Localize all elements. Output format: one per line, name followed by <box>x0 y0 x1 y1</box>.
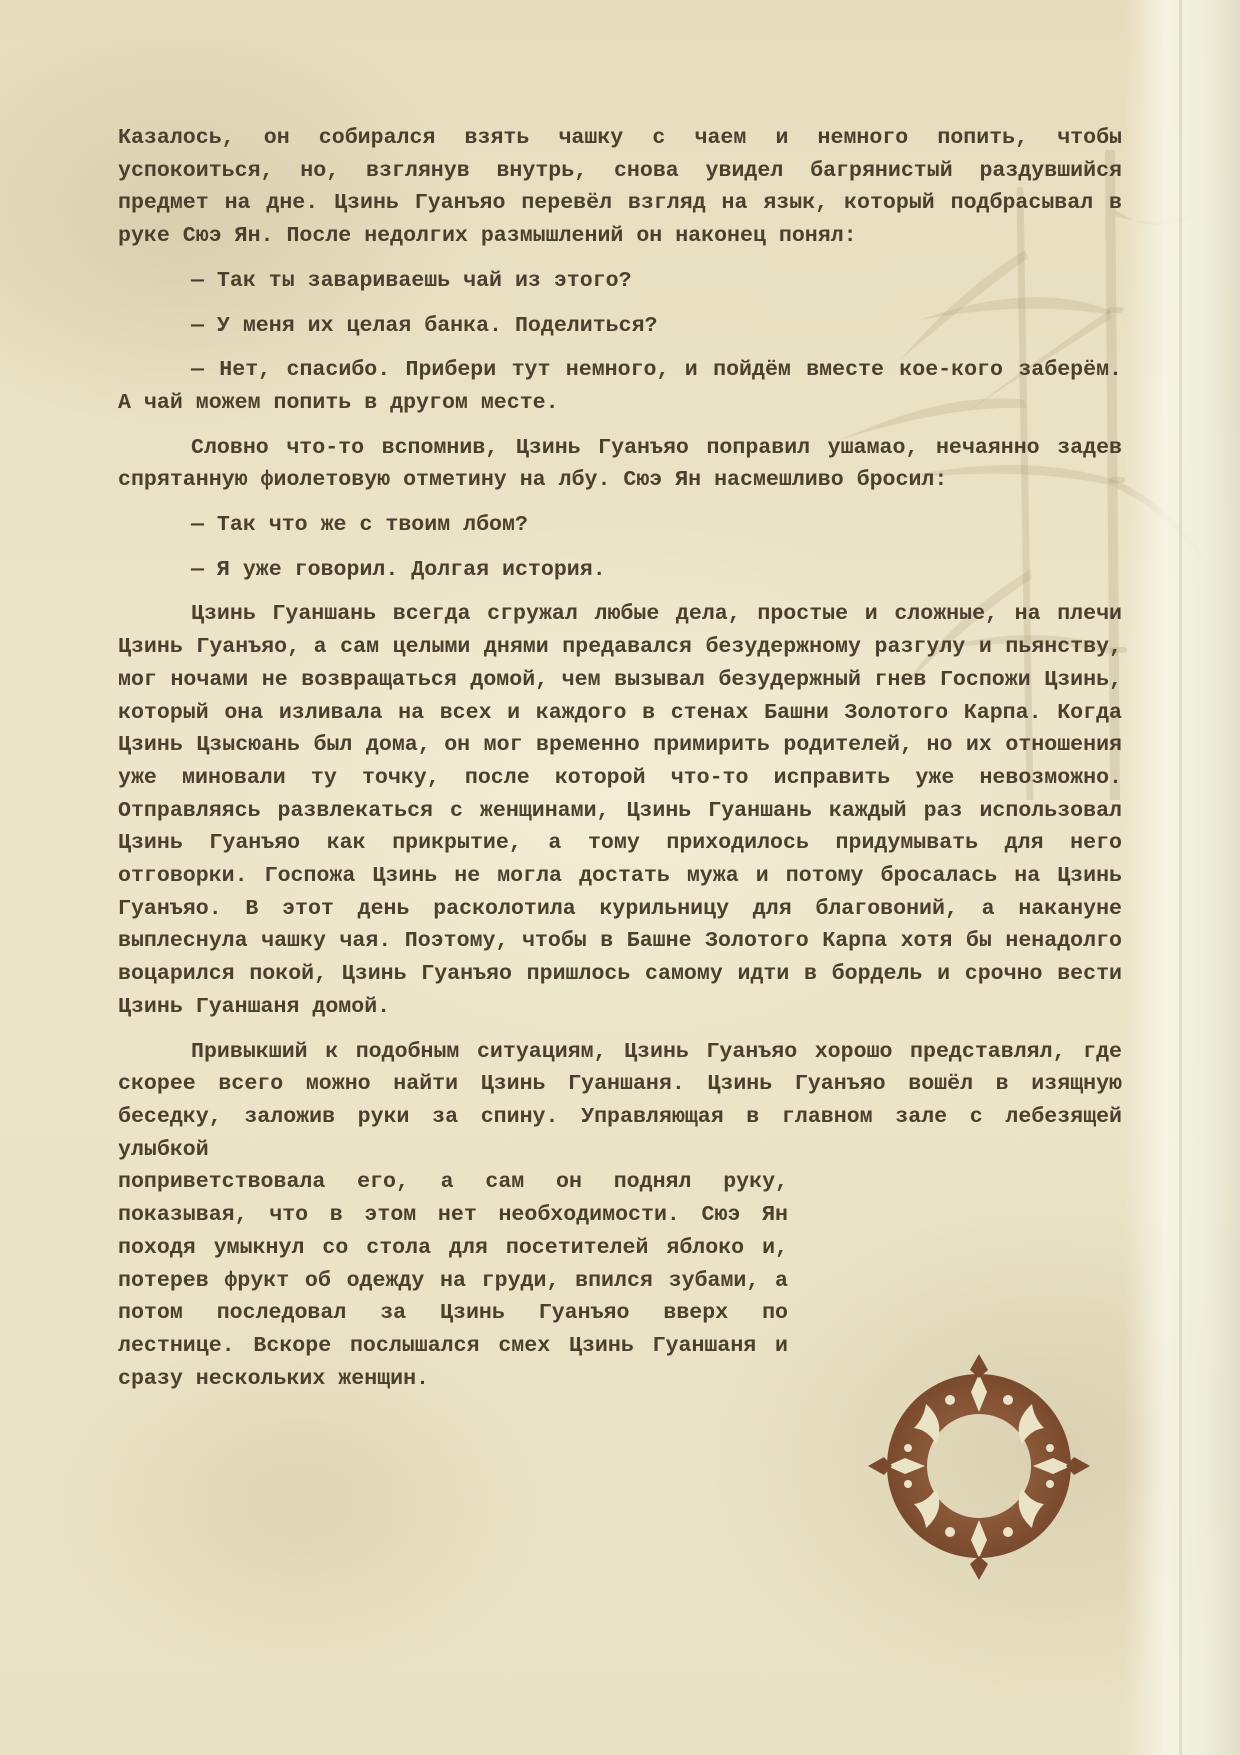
dialogue-line-1: — Так ты завариваешь чай из этого? <box>191 268 632 293</box>
paragraph-3: Цзинь Гуаншань всегда сгружал любые дела, простые и сложные, на плечи Цзинь Гуанъяо, а сам целыми днями предавался безудержному разгулу и пьянству, мог ночами не возвращаться домой, чем вызывал безудержный гнев Госпожи Цзинь, который она изливала на всех и каждого в стенах Башни Золотого Карпа. Когда Цзинь Цзысюань был дома, он мог временно примирить родителей, но их отношения уже миновали ту точку, после которой что-то исправить уже невозможно. Отправляясь развлекаться с женщинами, Цзинь Гуаншань каждый раз использовал Цзинь Гуанъяо как прикрытие, а тому приходилось придумывать для него отговорки. Госпожа Цзинь не могла достать мужа и потому бросалась на Цзинь Гуанъяо. В этот день расколотила курильницу для благовоний, а накануне выплеснула чашку чая. Поэтому, чтобы в Башне Золотого Карпа хотя бы ненадолго воцарился покой, Цзинь Гуанъяо пришлось самому идти в бордель и срочно вести Цзинь Гуаншаня домой. <box>118 602 1122 1019</box>
page-edge-line <box>1179 0 1182 1755</box>
paragraph-4-continued: поприветствовала его, а сам он поднял руку, показывая, что в этом нет необходимости. Сюэ Ян походя умыкнул со стола для посетителей яблоко и, потерев фрукт об одежду на груди, впился зубами, а потом последовал за Цзинь Гуанъяо вверх по лестнице. Вскоре послышался смех Цзинь Гуаншаня и сразу нескольких женщин. <box>118 1170 788 1391</box>
paragraph-4: Привыкший к подобным ситуациям, Цзинь Гуанъяо хорошо представлял, где скорее всего можно найти Цзинь Гуаншаня. Цзинь Гуанъяо вошёл в изящную беседку, заложив руки за спину. Управляющая в главном зале с лебезящей улыбкой <box>118 1039 1122 1162</box>
dialogue-line-2: — У меня их целая банка. Поделиться? <box>191 313 658 338</box>
page-edge-band <box>1125 0 1240 1755</box>
paragraph-2: Словно что-то вспомнив, Цзинь Гуанъяо поправил ушамао, нечаянно задев спрятанную фиолетовую отметину на лбу. Сюэ Ян насмешливо бросил: <box>118 435 1122 493</box>
dialogue-line-5: — Я уже говорил. Долгая история. <box>191 557 606 582</box>
dialogue-line-4: — Так что же с твоим лбом? <box>191 513 528 538</box>
document-body <box>118 122 1122 1395</box>
circular-tribal-seal-icon <box>866 1352 1092 1582</box>
dialogue-line-3: — Нет, спасибо. Прибери тут немного, и пойдём вместе кое-кого заберём. А чай можем попить в другом месте. <box>118 358 1122 415</box>
paragraph-1: Казалось, он собирался взять чашку с чаем и немного попить, чтобы успокоиться, но, взглянув внутрь, снова увидел багрянистый раздувшийся предмет на дне. Цзинь Гуанъяо перевёл взгляд на язык, который подбрасывал в руке Сюэ Ян. После недолгих размышлений он наконец понял: <box>118 126 1122 249</box>
